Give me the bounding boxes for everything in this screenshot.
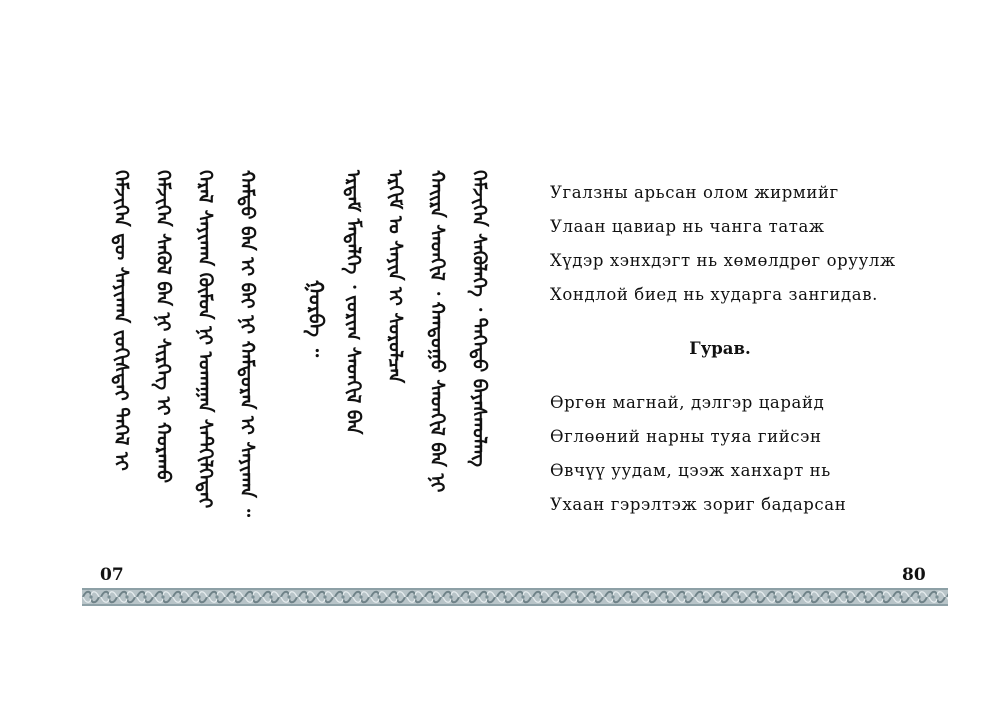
verse-line: Өвчүү уудам, цээж ханхарт нь <box>550 461 831 480</box>
mongolian-line: ᠬᠠᠢᠷᠠ ᠰᠡᠳᠬᠢᠯ ᠂ ᠬᠠᠨᠳᠤᠭᠤ ᠰᠡᠳᠬᠢᠯ ᠪᠡᠨ ᠨᠢ <box>426 170 448 493</box>
verse-line: Өглөөний нарны туяа гийсэн <box>550 427 822 446</box>
mongolian-line: ᠭᠡᠷᠡᠯ ᠰᠠᠶᠢᠬᠠᠨ ᠬᠦᠮᠦᠨ ᠨᠢ ᠤᠬᠠᠭᠠᠨ ᠰᠡᠲᠭᠢᠯᠭᠡᠲᠡᠢ <box>194 170 216 509</box>
verse-line: Ухаан гэрэлтэж зориг бадарсан <box>550 495 847 514</box>
verse-line: Хондлой биед нь хударга зангидав. <box>550 285 878 304</box>
section-heading: Гурав. <box>689 339 751 358</box>
cyrillic-text-block <box>550 176 896 522</box>
mongolian-line: ᠬᠡᠮᠵᠢᠭᠡᠨ ᠰᠡᠭᠦᠯᠡᠭᠡ ᠂ ᠳᠡᠭᠡᠳᠦ ᠪᠠᠶᠠᠰᠬᠤᠯᠠᠩ <box>468 170 490 467</box>
page-number-left: 07 <box>100 565 124 585</box>
mongolian-line: ᠡᠷᠬᠢᠮ ᠣ ᠰᠠᠶᠢᠨ ᠢ ᠰᠤᠷᠤᠯᠴᠠᠨ <box>384 170 406 384</box>
verse-line: Хүдэр хэнхдэгт нь хөмөлдрөг оруулж <box>550 251 896 270</box>
mongolian-line: ᠡᠷᠳᠡᠮ ᠮᠡᠳᠡᠯᠭᠡ ᠂ ᠵᠣᠷᠢᠭ ᠰᠡᠳᠬᠢᠯ ᠪᠡᠨ <box>342 170 364 435</box>
page-number-right: 80 <box>902 565 926 585</box>
mongolian-line: ᠬᠡᠮᠵᠢᠭᠡᠨ ᠰᠡᠭᠦᠯ ᠪᠡᠨ ᠨᠢ ᠰᠢᠷᠭᠡᠭ ᠢ ᠬᠤᠷᠠᠬᠤ <box>152 170 174 484</box>
mongolian-line: ᠬᠠᠮᠲᠤ ᠪᠡᠨ ᠢ ᠪᠠᠢ ᠨᠢ ᠬᠠᠮᠲᠤᠷᠠᠨ ᠢ ᠰᠠᠶᠢᠬᠠᠨ ᠃ <box>236 170 258 517</box>
verse-line: Өргөн магнай, дэлгэр царайд <box>550 393 825 412</box>
verse-line: Улаан цавиар нь чанга татаж <box>550 217 825 236</box>
mongolian-line: ᠬᠡᠮᠵᠢᠭᠡᠨ ᠳᠦ ᠰᠠᠶᠢᠬᠠᠨ ᠵᠣᠬᠢᠰᠲᠠᠢ ᠳᠡᠭᠡᠯ ᠢ <box>110 170 132 471</box>
mongolian-heading: ᠭᠤᠷᠪᠠ ᠃ <box>304 280 328 358</box>
ornamental-border <box>82 588 948 606</box>
verse-line: Угалзны арьсан олом жирмийг <box>550 183 839 202</box>
